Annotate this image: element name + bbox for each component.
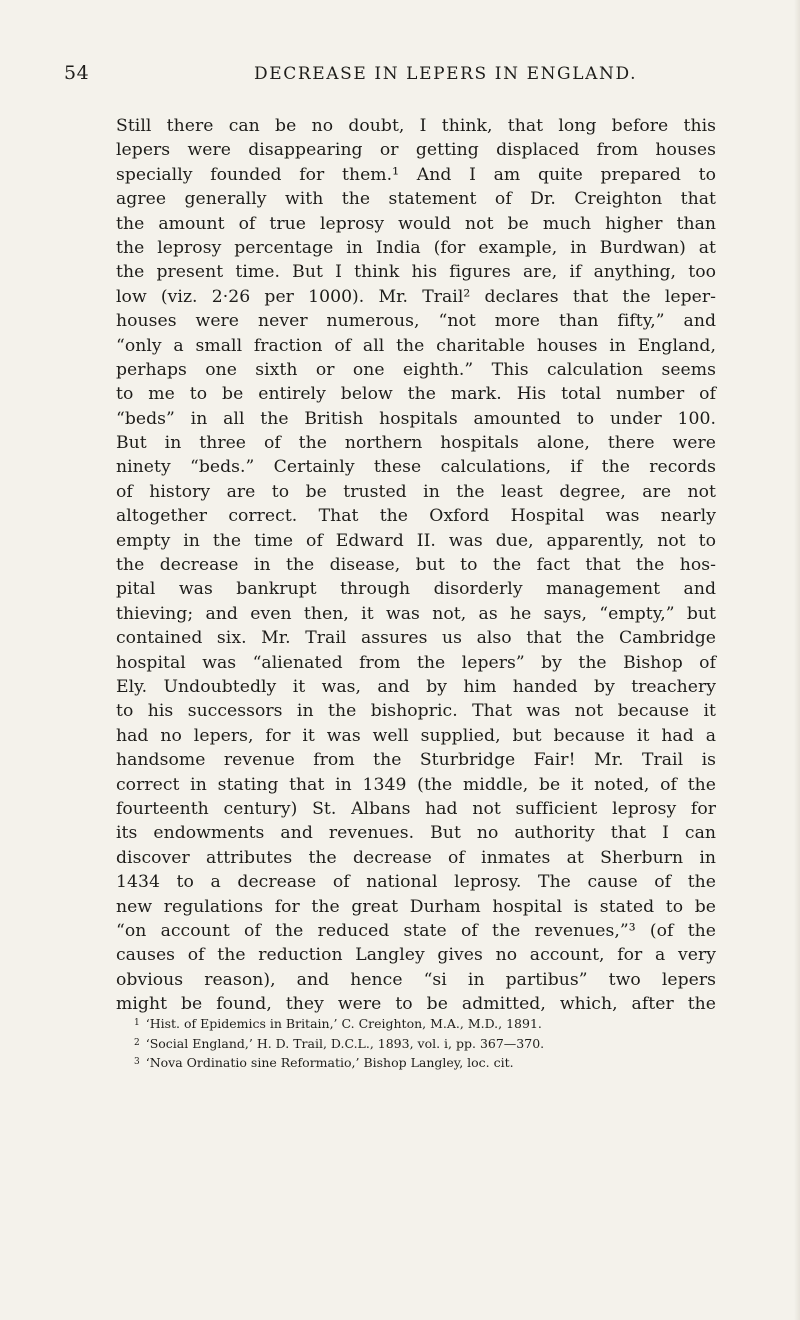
footnote-mark: 2 [134, 1037, 140, 1048]
body-line: “only a small fraction of all the charitable houses in England, [116, 335, 716, 356]
body-line: agree generally with the statement of Dr. Creighton that [116, 189, 716, 210]
footnote-text: ‘Nova Ordinatio sine Reformatio,’ Bishop Langley, loc. cit. [145, 1055, 514, 1070]
body-line: the decrease in the disease, but to the fact that the hos- [116, 555, 716, 576]
body-line: ninety “beds.” Certainly these calculations, if the records [116, 457, 716, 478]
body-line: pital was bankrupt through disorderly management and [116, 579, 716, 600]
body-line: “on account of the reduced state of the revenues,”³ (of the [116, 920, 716, 941]
body-line: thieving; and even then, it was not, as he says, “empty,” but [116, 603, 716, 624]
body-line: 1434 to a decrease of national leprosy. The cause of the [116, 872, 716, 893]
footnote-text: ‘Social England,’ H. D. Trail, D.C.L., 1893, vol. i, pp. 367—370. [145, 1035, 545, 1051]
footnote-mark: 1 [134, 1018, 140, 1028]
body-line: its endowments and revenues. But no authority that I can [116, 823, 716, 844]
footnote [134, 1034, 734, 1054]
body-line: the present time. But I think his figures are, if anything, too [116, 262, 716, 283]
body-line: altogether correct. That the Oxford Hospital was nearly [116, 506, 716, 527]
body-line: fourteenth century) St. Albans had not sufficient leprosy for [116, 798, 716, 819]
body-line: contained six. Mr. Trail assures us also that the Cambridge [116, 628, 716, 649]
body-line: handsome revenue from the Sturbridge Fair! Mr. Trail is [116, 750, 716, 771]
body-line: hospital was “alienated from the lepers” by the Bishop of [116, 652, 716, 673]
body-line: But in three of the northern hospitals alone, there were [116, 433, 716, 454]
body-line: perhaps one sixth or one eighth.” This calculation seems [116, 359, 716, 380]
body-line: the leprosy percentage in India (for example, in Burdwan) at [116, 237, 716, 258]
body-line: correct in stating that in 1349 (the middle, be it noted, of the [116, 774, 716, 795]
body-line: lepers were disappearing or getting displaced from houses [116, 140, 716, 161]
running-title: DECREASE IN LEPERS IN ENGLAND. [254, 64, 638, 84]
body-line: specially founded for them.¹ And I am quite prepared to [116, 164, 716, 185]
body-line: to his successors in the bishopric. That was not because it [116, 701, 716, 722]
footnote-mark: 3 [134, 1057, 140, 1067]
footnote [134, 1014, 734, 1034]
footnote [134, 1053, 734, 1073]
page-number: 54 [64, 62, 90, 84]
body-line: Ely. Undoubtedly it was, and by him handed by treachery [116, 676, 716, 697]
body-line: Still there can be no doubt, I think, that long before this [116, 116, 716, 136]
body-line: might be found, they were to be admitted, which, after the [116, 994, 716, 1015]
body-line: houses were never numerous, “not more than fifty,” and [116, 311, 716, 332]
body-line: had no lepers, for it was well supplied, but because it had a [116, 725, 716, 746]
body-line: obvious reason), and hence “si in partibus” two lepers [116, 969, 716, 990]
running-head [64, 62, 744, 90]
page-edge-shadow [794, 0, 800, 1320]
body-line: “beds” in all the British hospitals amounted to under 100. [116, 408, 716, 429]
body-line: of history are to be trusted in the least degree, are not [116, 481, 716, 502]
body-line: causes of the reduction Langley gives no account, for a very [116, 945, 716, 966]
footnotes [134, 1014, 734, 1073]
body-line: empty in the time of Edward II. was due, apparently, not to [116, 530, 716, 551]
footnote-text: ‘Hist. of Epidemics in Britain,’ C. Creighton, M.A., M.D., 1891. [145, 1016, 542, 1031]
body-line: new regulations for the great Durham hospital is stated to be [116, 896, 716, 917]
body-text [116, 114, 716, 1016]
body-line: to me to be entirely below the mark. His total number of [116, 384, 716, 405]
body-line: the amount of true leprosy would not be much higher than [116, 213, 716, 234]
body-line: discover attributes the decrease of inmates at Sherburn in [116, 847, 716, 868]
body-line: low (viz. 2·26 per 1000). Mr. Trail² declares that the leper- [116, 286, 716, 307]
